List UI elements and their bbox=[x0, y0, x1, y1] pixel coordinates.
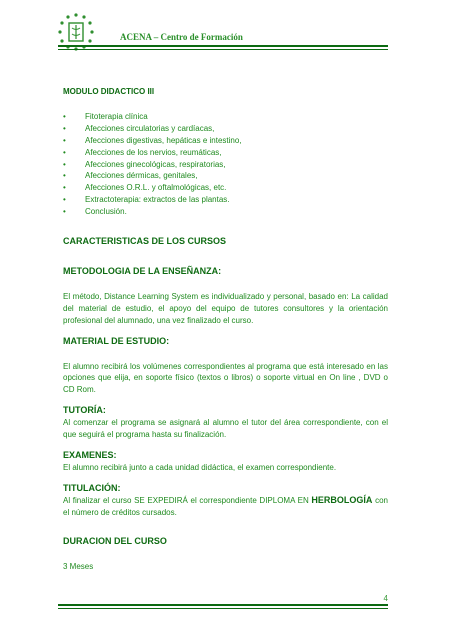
footer-divider-thin bbox=[58, 608, 388, 609]
module-topic-label: Fitoterapia clínica bbox=[85, 111, 148, 121]
duration-title: DURACION DEL CURSO bbox=[63, 536, 167, 547]
exams-text: El alumno recibirá junto a cada unidad didáctica, el examen correspondiente. bbox=[63, 462, 337, 472]
document-body bbox=[63, 86, 388, 573]
module-topic-label: Extractoterapia: extractos de las plantas. bbox=[85, 195, 230, 205]
module-topic-label: Afecciones dérmicas, genitales, bbox=[85, 171, 198, 181]
module-topic-list bbox=[63, 111, 388, 218]
characteristics-title: CARACTERISTICAS DE LOS CURSOS bbox=[63, 236, 227, 247]
module-topic-item bbox=[63, 159, 388, 171]
module-topic-label: Conclusión. bbox=[85, 207, 127, 217]
methodology-text: El método, Distance Learning System es individualizado y personal, basado en: La calidad del material de estudio, el apoyo del equipo de tutores consultores y la orientación profesional del alumnado, una vez finalizado el curso. bbox=[63, 291, 388, 325]
tutoring-title: TUTORÍA: bbox=[63, 405, 106, 416]
organization-name: ACENA – Centro de Formación bbox=[120, 32, 243, 42]
certification-text-after: con el número de créditos cursados. bbox=[63, 495, 388, 517]
module-topic-item bbox=[63, 194, 388, 206]
header-divider-thin bbox=[58, 49, 388, 50]
bullet-icon: • bbox=[63, 159, 66, 169]
footer-divider bbox=[58, 604, 388, 606]
module-topic-item bbox=[63, 170, 388, 182]
material-title: MATERIAL DE ESTUDIO: bbox=[63, 335, 170, 346]
methodology-title: METODOLOGIA DE LA ENSEÑANZA: bbox=[63, 265, 222, 276]
material-text: El alumno recibirá los volúmenes correspondientes al programa que está interesado en las opciones que elija, en soporte físico (textos o libros) o soporte virtual en On line , DVD o CD Rom. bbox=[63, 361, 388, 395]
module-topic-item bbox=[63, 147, 388, 159]
module-topic-item bbox=[63, 182, 388, 194]
module-topic-item bbox=[63, 135, 388, 147]
module-topic-item bbox=[63, 111, 388, 123]
page-number: 4 bbox=[383, 594, 388, 603]
bullet-icon: • bbox=[63, 183, 66, 193]
header-divider bbox=[58, 45, 388, 47]
bullet-icon: • bbox=[63, 147, 66, 157]
bullet-icon: • bbox=[63, 195, 66, 205]
bullet-icon: • bbox=[63, 123, 66, 133]
certification-text bbox=[63, 495, 388, 519]
module-topic-label: Afecciones de los nervios, reumáticas, bbox=[85, 147, 222, 157]
duration-value: 3 Meses bbox=[63, 562, 94, 572]
module-topic-label: Afecciones ginecológicas, respiratorias, bbox=[85, 159, 226, 169]
certification-emphasis: HERBOLOGÍA bbox=[311, 494, 373, 505]
exams-title: EXAMENES: bbox=[63, 449, 117, 460]
certification-title: TITULACIÓN: bbox=[63, 482, 121, 493]
bullet-icon: • bbox=[63, 135, 66, 145]
bullet-icon: • bbox=[63, 207, 66, 217]
module-topic-label: Afecciones O.R.L. y oftalmológicas, etc. bbox=[85, 183, 227, 193]
module-topic-item bbox=[63, 206, 388, 218]
certification-text-before: Al finalizar el curso SE EXPEDIRÁ el correspondiente DIPLOMA EN bbox=[63, 495, 309, 505]
module-topic-label: Afecciones circulatorias y cardíacas, bbox=[85, 123, 215, 133]
tutoring-text: Al comenzar el programa se asignará al alumno el tutor del área correspondiente, con el que seguirá el programa hasta su finalización. bbox=[63, 418, 388, 440]
bullet-icon: • bbox=[63, 111, 66, 121]
bullet-icon: • bbox=[63, 171, 66, 181]
module-title: MODULO DIDACTICO III bbox=[63, 87, 155, 96]
module-topic-label: Afecciones digestivas, hepáticas e intestino, bbox=[85, 135, 242, 145]
module-topic-item bbox=[63, 123, 388, 135]
